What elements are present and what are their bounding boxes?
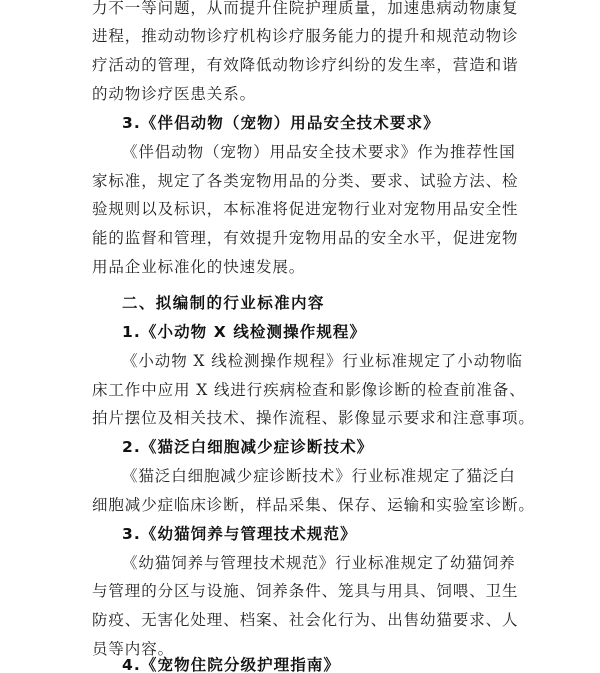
item3-line-1: 《幼猫饲养与管理技术规范》行业标准规定了幼猫饲养 <box>122 554 516 572</box>
intro-line-1: 力不一等问题，从而提升住院护理质量，加速患病动物康复 <box>92 0 519 17</box>
item3-existing-line-3: 验规则以及标识，本标准将促进宠物行业对宠物用品安全性 <box>92 200 519 218</box>
intro-line-3: 疗活动的管理，有效降低动物诊疗纠纷的发生率，营造和谐 <box>92 56 519 74</box>
item3-existing-line-5: 用品企业标准化的快速发展。 <box>92 258 306 276</box>
item3-existing-heading: 3.《伴侣动物（宠物）用品安全技术要求》 <box>122 114 440 132</box>
item1-line-3: 拍片摆位及相关技术、操作流程、影像显示要求和注意事项。 <box>92 409 535 427</box>
item3-line-3: 防疫、无害化处理、档案、社会化行为、出售幼猫要求、人 <box>92 611 519 629</box>
item4-heading: 4.《宠物住院分级护理指南》 <box>122 656 341 673</box>
section2-heading: 二、拟编制的行业标准内容 <box>122 294 325 312</box>
intro-line-4: 的动物诊疗医患关系。 <box>92 85 257 103</box>
item2-line-2: 细胞减少症临床诊断，样品采集、保存、运输和实验室诊断。 <box>92 496 535 514</box>
item3-line-4: 员等内容。 <box>92 640 175 658</box>
item1-line-1: 《小动物 X 线检测操作规程》行业标准规定了小动物临 <box>122 352 523 370</box>
intro-line-2: 进程，推动动物诊疗机构诊疗服务能力的提升和规范动物诊 <box>92 27 519 45</box>
item1-heading: 1.《小动物 X 线检测操作规程》 <box>122 323 367 341</box>
item2-line-1: 《猫泛白细胞减少症诊断技术》行业标准规定了猫泛白 <box>122 467 516 485</box>
item3-existing-line-4: 能的监督和管理，有效提升宠物用品的安全水平，促进宠物 <box>92 229 519 247</box>
item1-line-2: 床工作中应用 X 线进行疾病检查和影像诊断的检查前准备、 <box>92 381 526 399</box>
item3-heading: 3.《幼猫饲养与管理技术规范》 <box>122 525 357 543</box>
item3-line-2: 与管理的分区与设施、饲养条件、笼具与用具、饲喂、卫生 <box>92 582 519 600</box>
item2-heading: 2.《猫泛白细胞减少症诊断技术》 <box>122 438 374 456</box>
item3-existing-line-1: 《伴侣动物（宠物）用品安全技术要求》作为推荐性国 <box>122 143 516 161</box>
item3-existing-line-2: 家标准，规定了各类宠物用品的分类、要求、试验方法、检 <box>92 172 519 190</box>
